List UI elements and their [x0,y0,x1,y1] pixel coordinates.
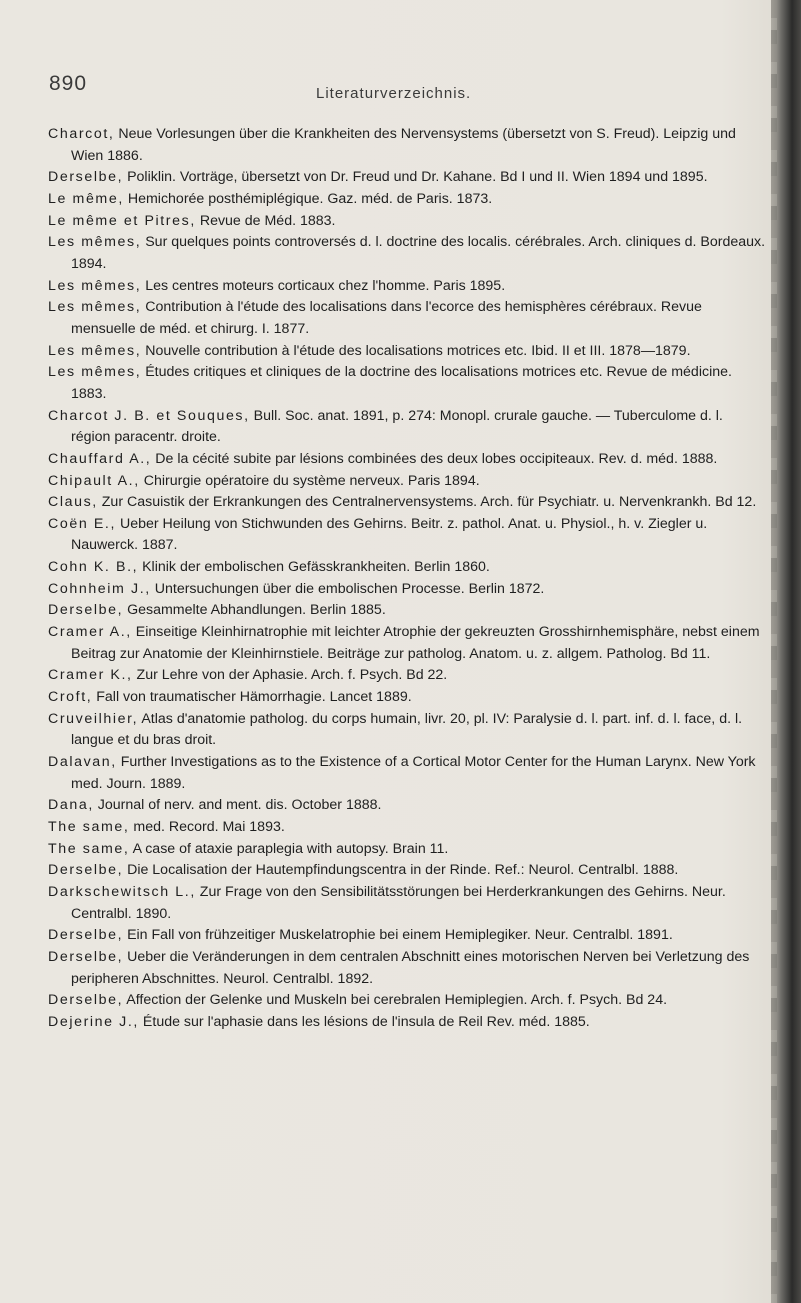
entry-text: Chirurgie opératoire du système nerveux. Paris 1894. [139,472,480,489]
entry-text: Hemichorée posthémiplégique. Gaz. méd. de Paris. 1873. [123,190,493,207]
entry-text: Ein Fall von frühzeitiger Muskelatrophie bei einem Hemiplegiker. Neur. Centralbl. 1891. [123,927,673,944]
bibliography-entry [48,362,766,405]
bibliography-entry [48,665,766,687]
bibliography-entry [48,232,766,275]
bibliography-entry [48,406,766,449]
entry-text: Étude sur l'aphasie dans les lésions de l'insula de Reil Rev. méd. 1885. [138,1013,590,1030]
entry-author: Les mêmes, [48,299,142,316]
bibliography-entry [48,925,766,947]
bibliography-entry [48,817,766,839]
entry-author: Dejerine J., [48,1013,139,1030]
bibliography-entry [48,167,766,189]
entry-author: Derselbe, [48,927,124,944]
entry-text: A case of ataxie paraplegia with autopsy. Brain 11. [129,840,449,857]
entry-author: Derselbe, [48,602,124,619]
entry-text: Revue de Méd. 1883. [195,212,336,229]
entry-author: Les mêmes, [48,277,142,294]
entry-text: Gesammelte Abhandlungen. Berlin 1885. [123,602,386,619]
entry-author: Cruveilhier, [48,710,139,727]
entry-text: Fall von traumatischer Hämorrhagie. Lancet 1889. [92,689,412,706]
entry-author: Les mêmes, [48,234,142,251]
entry-author: Le même, [48,190,124,207]
entry-text: Ueber die Veränderungen in dem centralen Abschnitt eines motorischen Nerven bei Verletzung des peripheren Abschnittes. Neurol. Centralbl. 1892. [71,948,750,987]
entry-author: Claus, [48,494,98,511]
entry-author: Croft, [48,689,93,706]
entry-text: Zur Casuistik der Erkrankungen des Centralnervensystems. Arch. für Psychiatr. u. Nervenkrankh. Bd 12. [97,494,757,511]
entry-text: Neue Vorlesungen über die Krankheiten des Nervensystems (übersetzt von S. Freud). Leipzig und Wien 1886. [71,126,736,164]
entry-author: The same, [48,840,130,857]
entry-author: Derselbe, [48,862,124,879]
entry-author: Derselbe, [48,992,124,1009]
bibliography-entry [48,839,766,861]
running-head: Literaturverzeichnis. [316,85,472,102]
bibliography-entry [48,189,766,211]
entry-author: Darkschewitsch L., [48,883,196,900]
entry-author: Charcot, [48,126,115,142]
bibliography-entry [48,1012,766,1034]
entry-text: Journal of nerv. and ment. dis. October 1888. [93,797,382,814]
bibliography-entry [48,276,766,298]
bibliography-entry [48,341,766,363]
entry-author: Chipault A., [48,472,140,489]
entry-author: Cramer A., [48,624,132,641]
entry-author: Derselbe, [48,169,124,186]
bibliography-entry [48,449,766,471]
bibliography-entry [48,860,766,882]
entry-text: Sur quelques points controversés d. l. doctrine des localis. cérébrales. Arch. cliniques d. Bordeaux. 1894. [71,234,766,272]
bibliography-entry [48,579,766,601]
bibliography-entry [48,687,766,709]
bibliography-entry [48,557,766,579]
entry-text: De la cécité subite par lésions combinées des deux lobes occipiteaux. Rev. d. méd. 1888. [151,450,718,467]
entry-text: Les centres moteurs corticaux chez l'homme. Paris 1895. [141,277,506,294]
bibliography-entry [48,297,766,340]
entry-text: Affection der Gelenke und Muskeln bei cerebralen Hemiplegien. Arch. f. Psych. Bd 24. [123,992,668,1009]
bibliography-entry [48,211,766,233]
bibliography-entry [48,124,766,167]
page-number: 890 [49,72,88,95]
entry-author: Les mêmes, [48,342,142,359]
bibliography-entry [48,492,766,514]
entry-text: Atlas d'anatomie patholog. du corps humain, livr. 20, pl. IV: Paralysie d. l. part. inf. d. l. face, d. l. langue et du bras droit. [71,710,743,749]
entry-author: The same, [48,819,130,835]
entry-text: med. Record. Mai 1893. [129,819,285,835]
entry-text: Die Localisation der Hautempfindungscentra in der Rinde. Ref.: Neurol. Centralbl. 1888. [123,862,679,879]
entry-author: Derselbe, [48,948,124,965]
entry-text: Bull. Soc. anat. 1891, p. 274: Monopl. crurale gauche. — Tuberculome d. l. région paracentr. droite. [71,407,723,446]
entry-author: Chauffard A., [48,450,152,467]
bibliography-entry [48,990,766,1012]
entry-author: Coën E., [48,515,117,532]
bibliography-entry [48,795,766,817]
book-spine-edge [771,0,801,1303]
entry-author: Charcot J. B. et Souques, [48,407,250,424]
entry-text: Further Investigations as to the Existence of a Cortical Motor Center for the Human Larynx. New York med. Journ. 1889. [71,754,756,792]
entry-text: Nouvelle contribution à l'étude des localisations motrices etc. Ibid. II et III. 1878—1879. [141,342,691,359]
bibliography-entry [48,882,766,925]
bibliography-entry [48,947,766,990]
entry-text: Ueber Heilung von Stichwunden des Gehirns. Beitr. z. pathol. Anat. u. Physiol., h. v. Ziegler u. Nauwerck. 1887. [71,515,708,554]
bibliography-entry [48,709,766,752]
entry-author: Le même et Pitres, [48,212,196,229]
entry-author: Les mêmes, [48,364,142,381]
entry-text: Contribution à l'étude des localisations dans l'ecorce des hemisphères cérébraux. Revue mensuelle de méd. et chirurg. I. 1877. [71,299,702,337]
entry-text: Zur Lehre von der Aphasie. Arch. f. Psych. Bd 22. [132,667,448,684]
entry-text: Klinik der embolischen Gefässkrankheiten. Berlin 1860. [138,559,490,576]
entry-text: Zur Frage von den Sensibilitätsstörungen bei Herderkrankungen des Gehirns. Neur. Centralbl. 1890. [71,883,726,922]
bibliography-list [48,124,766,1034]
entry-text: Études critiques et cliniques de la doctrine des localisations motrices etc. Revue de médicine. 1883. [71,364,732,402]
bibliography-entry [48,622,766,665]
bibliography-entry [48,752,766,795]
entry-text: Untersuchungen über die embolischen Processe. Berlin 1872. [150,580,545,597]
entry-author: Cohnheim J., [48,580,151,597]
entry-text: Einseitige Kleinhirnatrophie mit leichter Atrophie der gekreuzten Grosshirnhemisphäre, nebst einem Beitrag zur Anatomie der Kleinhirnstiele. Beiträge zur patholog. Anatom. u. z. allgem. Patholog. Bd 11. [71,624,760,662]
entry-author: Cramer K., [48,667,133,684]
entry-text: Poliklin. Vorträge, übersetzt von Dr. Freud und Dr. Kahane. Bd I und II. Wien 1894 und 1895. [123,169,708,186]
entry-author: Dana, [48,797,94,814]
bibliography-entry [48,514,766,557]
entry-author: Dalavan, [48,754,117,771]
bibliography-entry [48,600,766,622]
entry-author: Cohn K. B., [48,559,139,576]
bibliography-entry [48,471,766,493]
